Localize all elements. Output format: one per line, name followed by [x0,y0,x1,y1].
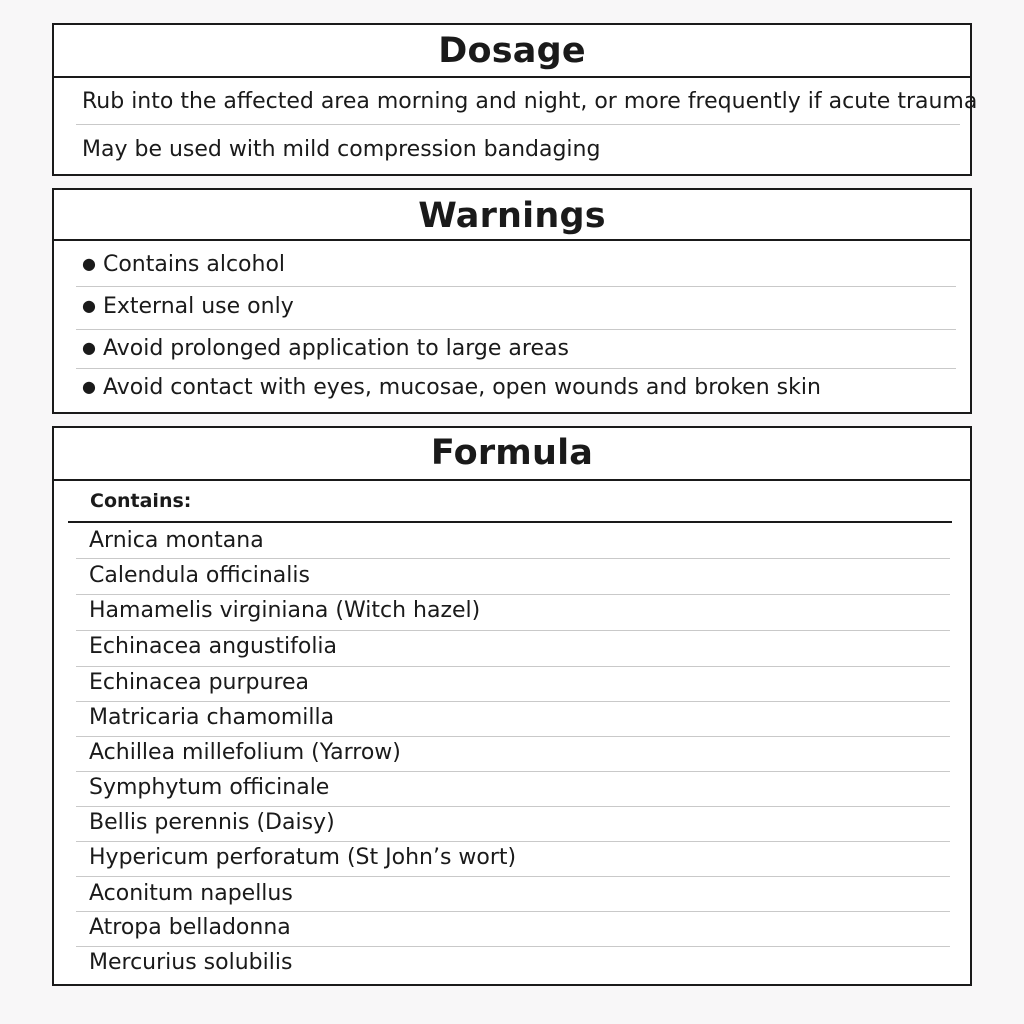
ingredient-item: Bellis perennis (Daisy) [89,810,335,835]
bullet-icon: ● [82,254,96,273]
contains-label: Contains: [90,490,192,512]
warning-divider [76,286,956,287]
ingredient-divider [76,736,950,737]
ingredient-item: Aconitum napellus [89,881,293,906]
ingredient-item: Mercurius solubilis [89,950,293,975]
ingredient-divider [76,841,950,842]
ingredient-divider [76,771,950,772]
warning-divider [76,329,956,330]
warning-text: External use only [102,294,294,319]
ingredient-divider [76,911,950,912]
ingredient-divider [76,946,950,947]
bullet-icon: ● [82,296,96,315]
ingredient-divider [76,558,950,559]
ingredient-divider [76,594,950,595]
ingredient-item: Atropa belladonna [89,915,291,940]
formula-title: Formula [54,428,970,481]
ingredient-divider [76,876,950,877]
ingredient-item: Hamamelis virginiana (Witch hazel) [89,598,481,623]
ingredient-item: Echinacea angustifolia [89,634,338,659]
formula-panel [52,426,972,986]
ingredient-divider [76,630,950,631]
ingredient-divider [76,806,950,807]
warning-item [82,294,294,319]
warning-text: Avoid contact with eyes, mucosae, open wounds and broken skin [102,375,821,400]
dosage-panel [52,23,978,176]
ingredient-item: Symphytum officinale [89,775,330,800]
contains-rule [68,521,952,523]
dosage-divider [76,124,960,125]
warning-text: Contains alcohol [102,252,286,277]
ingredient-item: Calendula officinalis [89,563,310,588]
bullet-icon: ● [82,338,96,357]
bullet-icon: ● [82,377,96,396]
ingredient-divider [76,701,950,702]
dosage-line: Rub into the affected area morning and night, or more frequently if acute trauma [82,89,978,114]
warnings-panel [52,188,972,414]
warning-item [82,252,285,277]
ingredient-item: Arnica montana [89,528,264,553]
warnings-title: Warnings [54,190,970,241]
ingredient-item: Achillea millefolium (Yarrow) [89,740,401,765]
warning-divider [76,368,956,369]
ingredient-item: Hypericum perforatum (St John’s wort) [89,845,517,870]
ingredient-divider [76,666,950,667]
warning-item [82,336,569,361]
warning-item [82,375,821,400]
dosage-title: Dosage [54,25,970,78]
warning-text: Avoid prolonged application to large areas [102,336,569,361]
ingredient-item: Echinacea purpurea [89,670,310,695]
dosage-line: May be used with mild compression bandaging [82,137,601,162]
ingredient-item: Matricaria chamomilla [89,705,335,730]
